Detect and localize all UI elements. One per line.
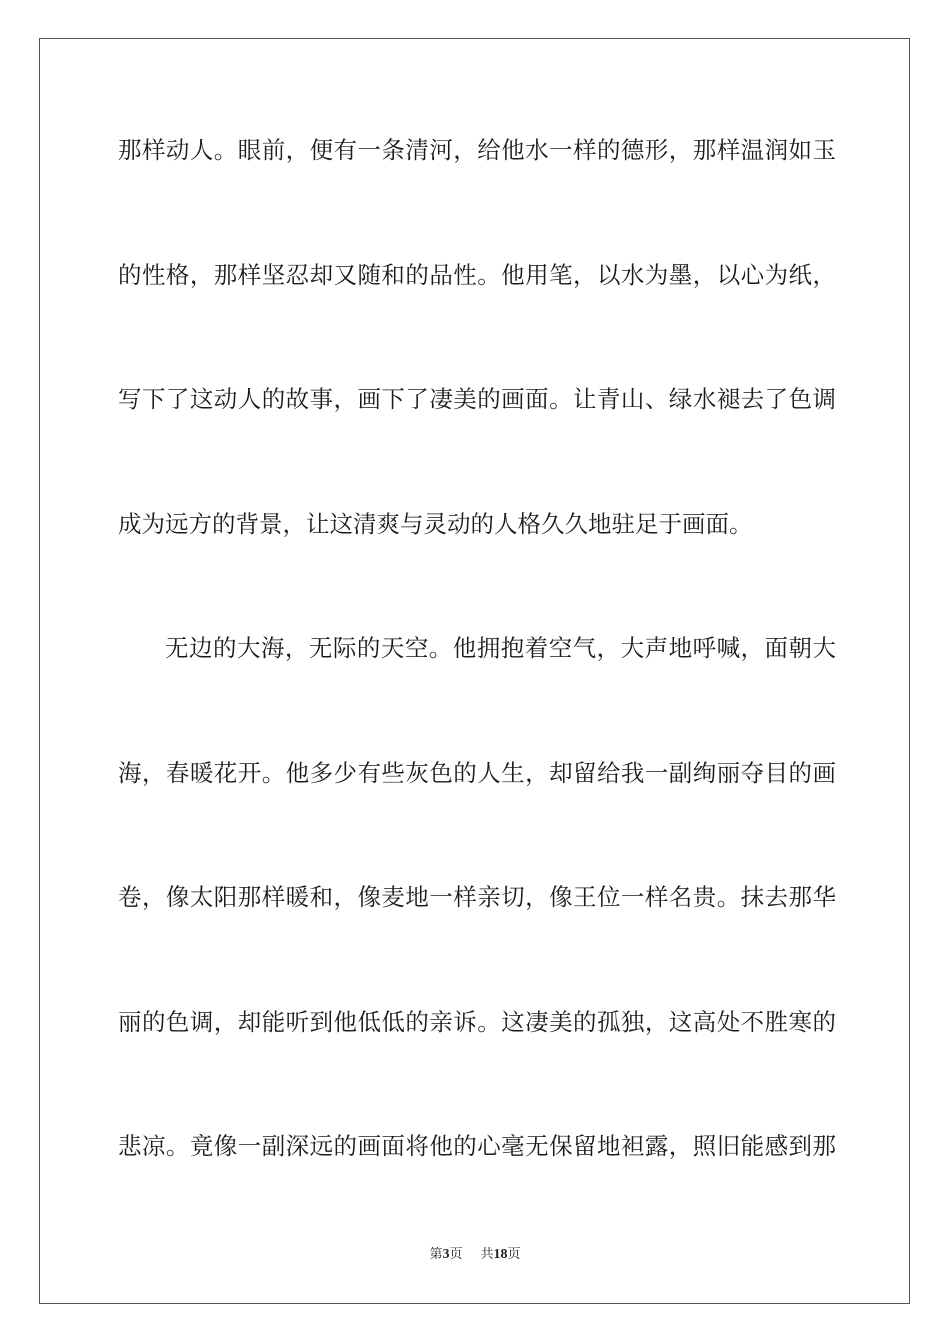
paragraph-line-1: 那样动人。眼前，便有一条清河，给他水一样的德形，那样温润如玉 [118,136,836,164]
page-border [39,38,910,1304]
footer-total-prefix: 共 [480,1247,494,1262]
paragraph-line-3: 写下了这动人的故事，画下了凄美的画面。让青山、绿水褪去了色调 [118,385,836,413]
paragraph-line-2: 的性格，那样坚忍却又随和的品性。他用笔，以水为墨，以心为纸， [118,261,836,289]
paragraph-line-5: 无边的大海，无际的天空。他拥抱着空气，大声地呼喊，面朝大 [165,634,836,662]
paragraph-line-6: 海，春暖花开。他多少有些灰色的人生，却留给我一副绚丽夺目的画 [118,759,836,787]
footer-total-pages: 18 [493,1247,508,1262]
footer-page-prefix: 第 [429,1247,443,1262]
page-footer [0,1246,950,1264]
footer-total-unit: 页 [507,1247,521,1262]
paragraph-line-8: 丽的色调，却能听到他低低的亲诉。这凄美的孤独，这高处不胜寒的 [118,1008,836,1036]
paragraph-line-7: 卷，像太阳那样暖和，像麦地一样亲切，像王位一样名贵。抹去那华 [118,883,836,911]
paragraph-line-4: 成为远方的背景，让这清爽与灵动的人格久久地驻足于画面。 [118,510,753,538]
footer-page-number: 3 [442,1247,450,1262]
footer-page-unit: 页 [449,1247,463,1262]
paragraph-line-9: 悲凉。竟像一副深远的画面将他的心毫无保留地袒露，照旧能感到那 [118,1132,836,1160]
